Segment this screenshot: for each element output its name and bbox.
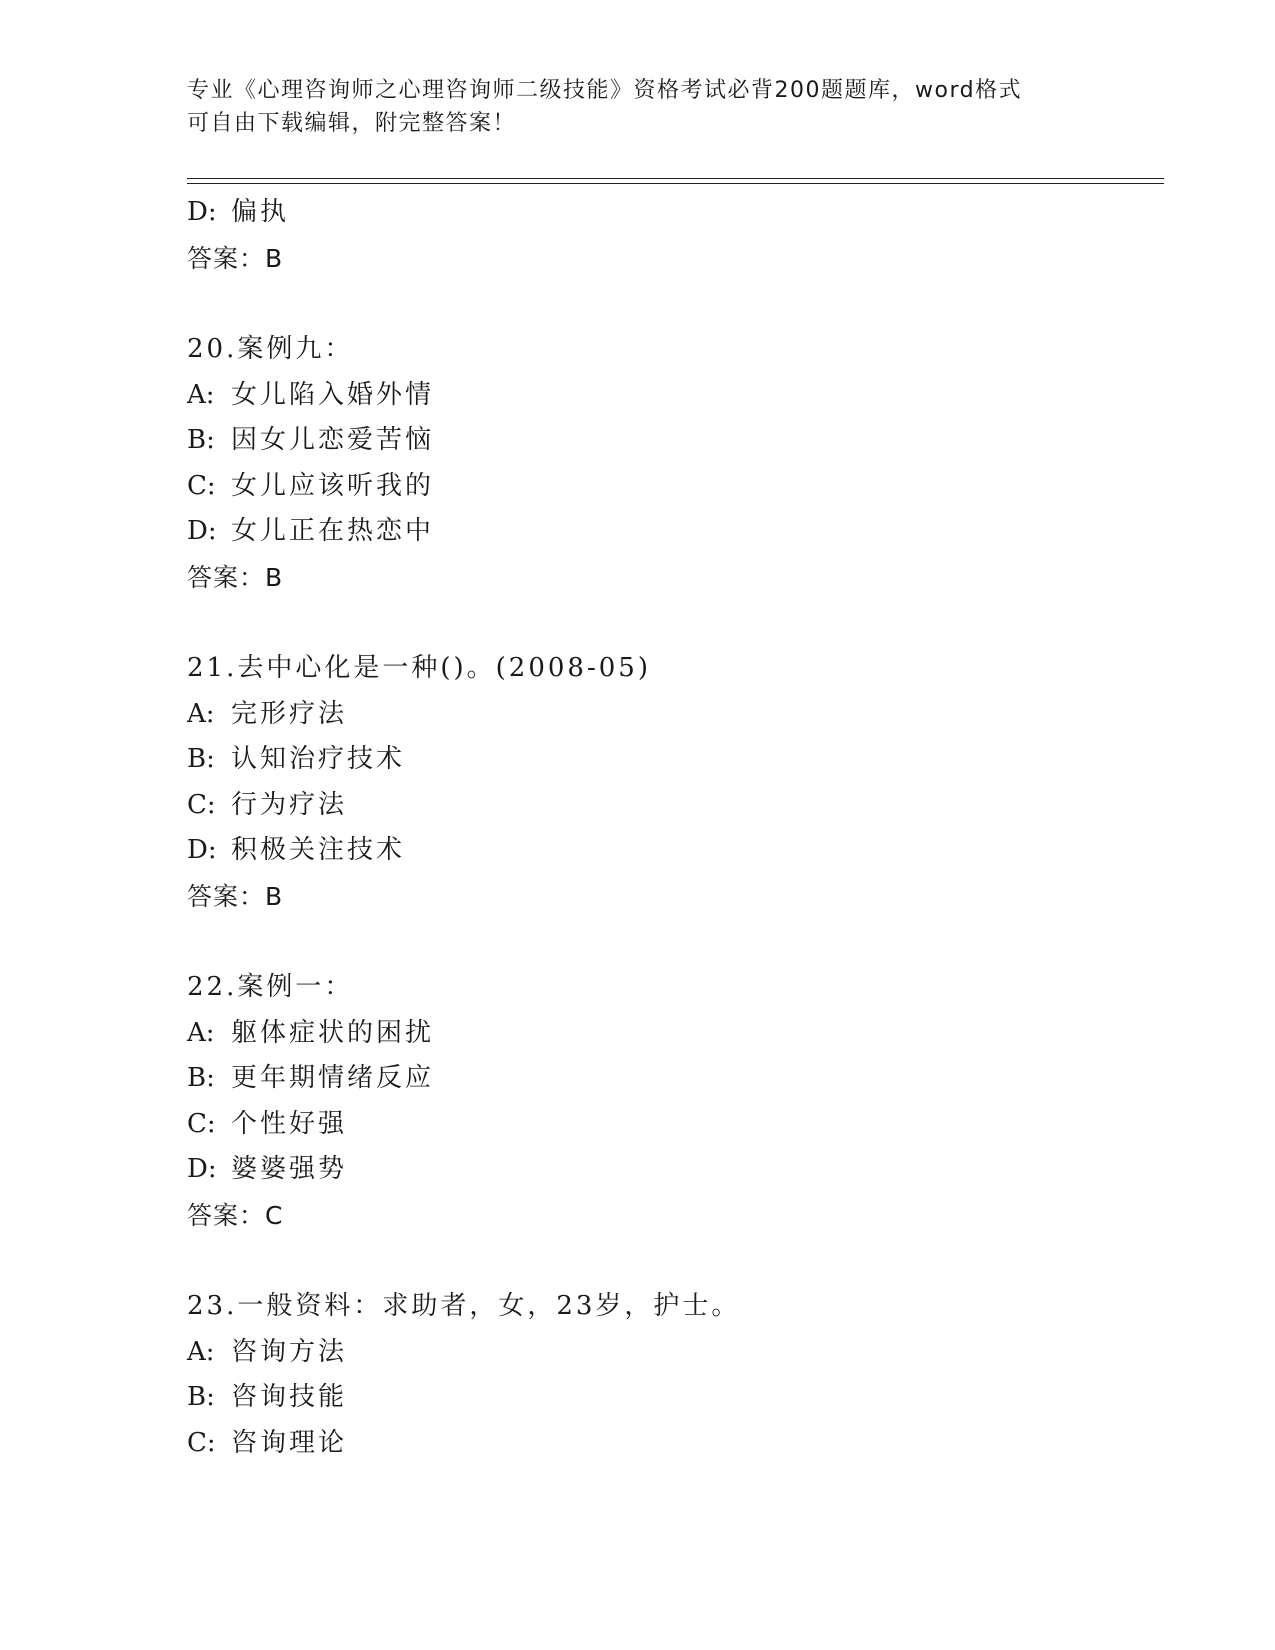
option-d bbox=[187, 509, 1147, 555]
option-c bbox=[187, 1421, 1147, 1467]
document-header bbox=[187, 74, 1087, 140]
option-a bbox=[187, 1011, 1147, 1057]
option-letter: D: bbox=[187, 835, 217, 865]
option-text: 完形疗法 bbox=[231, 698, 348, 729]
option-letter: D: bbox=[187, 516, 217, 546]
spacer bbox=[187, 1238, 1147, 1284]
option-text: 躯体症状的困扰 bbox=[231, 1017, 435, 1048]
option-b bbox=[187, 418, 1147, 464]
option-c bbox=[187, 1102, 1147, 1148]
header-divider-bottom bbox=[187, 183, 1164, 184]
option-b bbox=[187, 1056, 1147, 1102]
option-letter: C: bbox=[187, 789, 216, 820]
option-text: 偏执 bbox=[231, 197, 290, 227]
spacer bbox=[187, 281, 1147, 327]
option-text: 咨询方法 bbox=[231, 1336, 348, 1367]
option-a bbox=[187, 1330, 1147, 1376]
option-text: 女儿应该听我的 bbox=[231, 470, 435, 501]
option-c bbox=[187, 464, 1147, 510]
option-letter: B: bbox=[187, 1382, 215, 1412]
option-letter: A: bbox=[187, 698, 215, 729]
question-stem: 21.去中心化是一种()。(2008-05) bbox=[187, 653, 651, 683]
spacer bbox=[187, 600, 1147, 646]
header-line-1: 专业《心理咨询师之心理咨询师二级技能》资格考试必背200题题库，word格式 bbox=[187, 78, 1023, 103]
option-text: 咨询理论 bbox=[231, 1427, 348, 1458]
answer-line: 答案：B bbox=[187, 243, 284, 273]
option-letter: C: bbox=[187, 1108, 216, 1139]
option-a bbox=[187, 373, 1147, 419]
option-text: 女儿陷入婚外情 bbox=[231, 379, 435, 410]
header-line-2: 可自由下载编辑，附完整答案！ bbox=[187, 111, 517, 136]
question-stem: 20.案例九： bbox=[187, 334, 354, 364]
answer-line: 答案：C bbox=[187, 1200, 284, 1230]
option-letter: A: bbox=[187, 1336, 215, 1367]
option-text: 婆婆强势 bbox=[231, 1154, 348, 1184]
header-divider-top bbox=[187, 178, 1164, 179]
option-d bbox=[187, 1147, 1147, 1193]
option-text: 女儿正在热恋中 bbox=[231, 516, 435, 546]
option-letter: B: bbox=[187, 425, 215, 455]
option-text: 更年期情绪反应 bbox=[231, 1063, 435, 1093]
option-letter: C: bbox=[187, 1427, 216, 1458]
option-text: 积极关注技术 bbox=[231, 835, 406, 865]
question-stem: 22.案例一： bbox=[187, 972, 354, 1002]
option-letter: A: bbox=[187, 1017, 215, 1048]
option-b bbox=[187, 737, 1147, 783]
option-letter: B: bbox=[187, 1063, 215, 1093]
option-letter: D: bbox=[187, 197, 217, 227]
option-letter: A: bbox=[187, 379, 215, 410]
option-letter: B: bbox=[187, 744, 215, 774]
option-letter: D: bbox=[187, 1154, 217, 1184]
option-text: 咨询技能 bbox=[231, 1382, 348, 1412]
option-b bbox=[187, 1375, 1147, 1421]
answer-line: 答案：B bbox=[187, 562, 284, 592]
option-text: 认知治疗技术 bbox=[231, 744, 406, 774]
option-text: 个性好强 bbox=[231, 1108, 348, 1139]
option-d bbox=[187, 190, 1147, 236]
spacer bbox=[187, 919, 1147, 965]
question-list bbox=[187, 190, 1147, 1466]
option-letter: C: bbox=[187, 470, 216, 501]
option-a bbox=[187, 692, 1147, 738]
option-c bbox=[187, 783, 1147, 829]
option-text: 行为疗法 bbox=[231, 789, 348, 820]
option-text: 因女儿恋爱苦恼 bbox=[231, 425, 435, 455]
question-stem: 23.一般资料：求助者，女，23岁，护士。 bbox=[187, 1291, 741, 1321]
option-d bbox=[187, 828, 1147, 874]
answer-line: 答案：B bbox=[187, 881, 284, 911]
